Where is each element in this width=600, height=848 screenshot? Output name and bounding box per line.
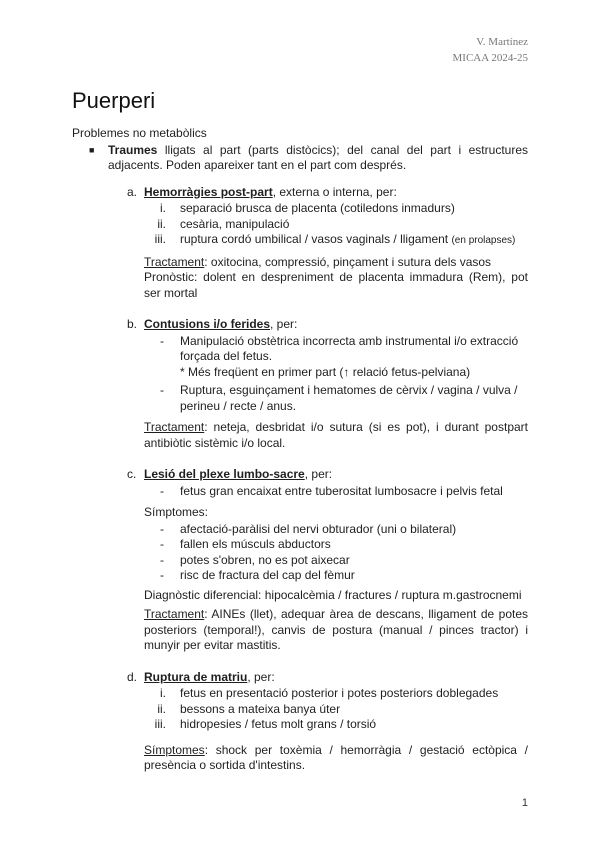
treatment-label: Tractament: [144, 607, 205, 621]
list-item: [144, 537, 528, 553]
list-item-text: bessons a mateixa banya úter: [180, 701, 341, 716]
roman-marker: ii.: [157, 216, 166, 231]
treatment-paragraph: [144, 420, 528, 451]
dash-marker: -: [160, 333, 164, 348]
author-name: V. Martínez: [476, 36, 528, 48]
roman-marker: iii.: [154, 717, 166, 731]
roman-marker: iii.: [154, 232, 166, 246]
dash-marker: -: [160, 483, 164, 498]
section-heading: Hemorràgies post-part: [144, 184, 273, 199]
dash-marker: -: [160, 568, 164, 582]
list-item: [144, 201, 528, 217]
traumes-label: Traumes: [108, 142, 158, 157]
section-heading-tail: , per:: [270, 317, 298, 331]
prognosis-text: Pronòstic: dolent en despreniment de placenta immadura (Rem), pot ser mortal: [144, 270, 528, 300]
cause-list: [144, 484, 528, 500]
list-item-text: potes s'obren, no es pot aixecar: [180, 552, 350, 567]
symptoms-label: Símptomes:: [144, 505, 209, 519]
list-item-text: afectació-paràlisi del nervi obturador (uni o bilateral): [180, 521, 457, 536]
dash-marker: -: [160, 537, 164, 551]
section-lesio-plexe: [72, 467, 528, 654]
list-item-text: risc de fractura del cap del fèmur: [180, 568, 355, 582]
list-item-note: * Més freqüent en primer part (↑ relació fetus-pelviana): [180, 364, 471, 379]
square-bullet-icon: ■: [89, 144, 95, 155]
page-number: 1: [521, 797, 528, 809]
list-item-text: hidropesies / fetus molt grans / torsió: [180, 717, 377, 731]
list-item: [144, 217, 528, 233]
list-item: [144, 232, 528, 249]
section-contusions: [72, 317, 528, 451]
roman-marker: i.: [160, 201, 166, 215]
symptoms-paragraph: [144, 743, 528, 774]
list-item-text: fallen els músculs abductors: [180, 537, 331, 551]
treatment-label: Tractament: [144, 420, 205, 434]
list-item: [144, 702, 528, 718]
list-item-text: fetus gran encaixat entre tuberositat lumbosacre i pelvis fetal: [180, 483, 503, 498]
list-item: [144, 484, 528, 500]
list-item: [144, 717, 528, 733]
list-item-text: cesària, manipulació: [180, 216, 290, 231]
treatment-paragraph: [144, 607, 528, 654]
section-heading: Lesió del plexe lumbo-sacre: [144, 467, 305, 481]
traumes-text: lligats al part (parts distòcics); del canal del part i estructures adjacents. Poden apareixer tant en el part com després.: [108, 142, 528, 172]
section-marker: c.: [127, 467, 137, 481]
treatment-text: : AINEs (llet), adequar àrea de descans, lligament de potes posteriors (temporal!), canvis de postura (manual / pinces tractor) i munyir per evitar mastitis.: [144, 607, 528, 652]
symptoms-label: Símptomes: [144, 742, 205, 757]
list-item-text: fetus en presentació posterior i potes posteriors doblegades: [180, 686, 499, 700]
course-code: MICAA 2024-25: [452, 52, 528, 64]
section-marker: a.: [127, 184, 138, 199]
list-item-text: Manipulació obstètrica incorrecta amb instrumental i/o extracció forçada del fetus.: [180, 333, 519, 363]
section-heading-tail: , externa o interna, per:: [272, 184, 397, 199]
list-item-note: (en prolapses): [451, 235, 516, 246]
section-ruptura-matriu: [72, 670, 528, 774]
roman-marker: ii.: [157, 701, 166, 716]
treatment-label: Tractament: [144, 254, 205, 269]
list-item-text: ruptura cordó umbilical / vasos vaginals / lligament: [180, 232, 449, 246]
page-title: Puerperi: [72, 88, 156, 113]
list-item: [144, 553, 528, 569]
page-header: [453, 34, 528, 66]
section-heading: Contusions i/o ferides: [144, 317, 271, 331]
symptom-list: [144, 522, 528, 584]
section-heading-line: [144, 670, 528, 686]
list-item: [144, 568, 528, 584]
list-item-text: separació brusca de placenta (cotiledons inmadurs): [180, 201, 455, 215]
traumes-item: [72, 143, 528, 174]
dash-marker: -: [160, 383, 164, 397]
treatment-text: : neteja, desbridat i/o sutura (si es pot), i durant postpart antibiòtic sistèmic i/o local.: [144, 420, 528, 450]
cause-list: [144, 686, 528, 733]
section-heading-line: [144, 317, 528, 333]
list-item-text: Ruptura, esguinçament i hematomes de cèrvix / vagina / vulva / perineu / recte / anus.: [180, 383, 518, 413]
treatment-paragraph: [144, 255, 528, 302]
section-marker: b.: [127, 317, 138, 331]
dash-marker: -: [160, 552, 164, 567]
section-heading-tail: , per:: [247, 669, 275, 684]
section-marker: d.: [127, 669, 138, 684]
symptoms-text: : shock per toxèmia / hemorràgia / gestació ectòpica / presència o sortida d'intestins.: [144, 742, 528, 772]
list-item: [144, 334, 528, 381]
section-heading: Ruptura de matriu: [144, 669, 248, 684]
diagnosis-text: Diagnòstic diferencial: hipocalcèmia / fractures / ruptura m.gastrocnemi: [144, 587, 522, 602]
section-heading-tail: , per:: [304, 467, 333, 481]
treatment-text: : oxitocina, compressió, pinçament i sutura dels vasos: [204, 254, 492, 269]
section-subtitle: Problemes no metabòlics: [72, 126, 207, 140]
list-item: [144, 522, 528, 538]
list-item: [144, 686, 528, 702]
section-hemorragies: [72, 185, 528, 302]
dash-marker: -: [160, 521, 164, 536]
section-heading-line: [144, 185, 528, 201]
list-item: [144, 383, 528, 414]
document-body: [72, 126, 528, 774]
roman-marker: i.: [160, 686, 166, 700]
section-heading-line: [144, 467, 528, 483]
cause-list: [144, 201, 528, 249]
cause-list: [144, 334, 528, 415]
